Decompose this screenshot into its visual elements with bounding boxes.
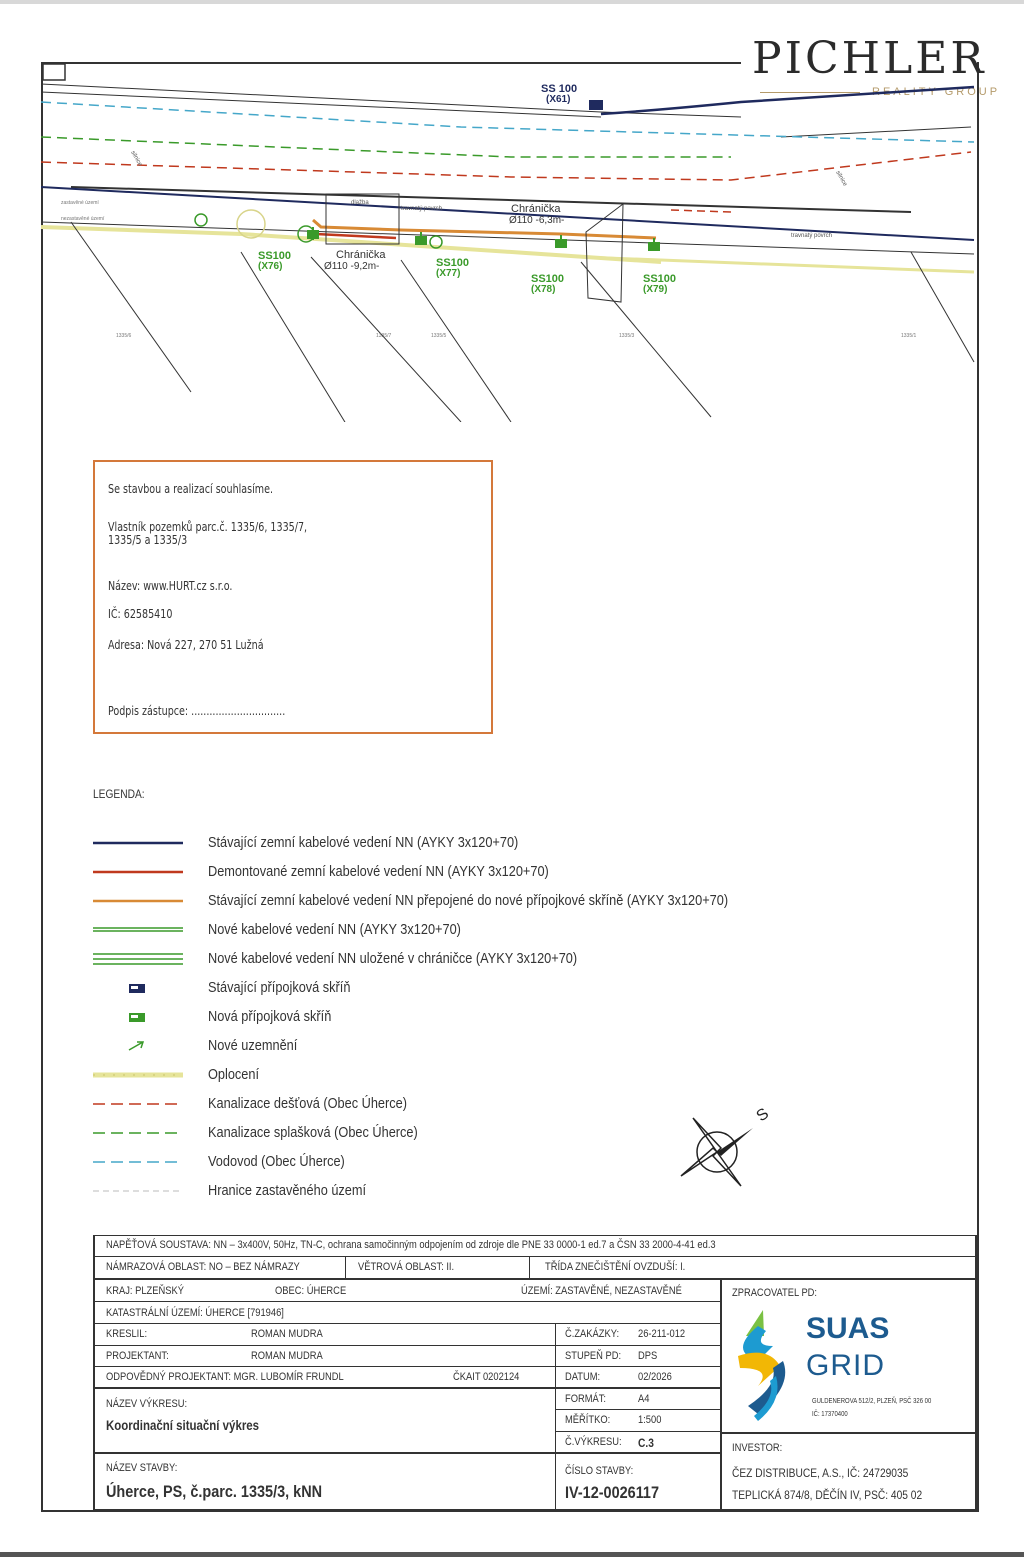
cislo-stavby-label: ČÍSLO STAVBY: [565,1465,634,1477]
travnaty-label-1: travnatý povrch [401,206,443,212]
box-x61-label-a: SS 100 [541,83,578,95]
nazev-stavby-label: NÁZEV STAVBY: [106,1462,178,1474]
trida-znecisteni: TŘÍDA ZNEČIŠTĚNÍ OVZDUŠÍ: I. [545,1261,686,1273]
legend-label: Oplocení [208,1066,260,1083]
brand-subtitle: REALITY GROUP [752,86,1002,98]
compass-label: S [753,1105,773,1126]
odpovedny-projektant: ODPOVĚDNÝ PROJEKTANT: MGR. LUBOMÍR FRUNDL [106,1371,344,1383]
zastavene-label-1: zastavěné území [61,200,99,206]
legend-label: Stávající zemní kabelové vedení NN přepojené do nové přípojkové skříně (AYKY 3x120+70) [208,892,729,909]
box-x61-label-b: (X61) [546,94,571,105]
legend-item-existing-box [93,978,853,998]
ss79-a: SS100 [643,273,677,285]
dlazba-label: dlažba [351,200,369,206]
compass-icon [675,1100,785,1195]
kraj: KRAJ: PLZEŇSKÝ [106,1285,184,1297]
legend-symbol [93,1094,185,1114]
obec: OBEC: ÚHERCE [275,1285,347,1297]
stupen: DPS [638,1350,658,1362]
legend-symbol [93,833,185,853]
ss78-b: (X78) [531,284,556,295]
meritko-label: MĚŘÍTKO: [565,1414,611,1426]
stupen-label: STUPEŇ PD: [565,1350,622,1362]
legend-item-grounding [93,1036,853,1056]
legend-symbol [93,1181,185,1201]
legend-item-reconnected-cable [93,891,853,911]
grid-text: GRID [806,1349,885,1382]
chranicka1-b: Ø110 -6,3m- [509,215,565,226]
format-label: FORMÁT: [565,1393,607,1405]
legend-label: Nové kabelové vedení NN uložené v chráničce (AYKY 3x120+70) [208,950,578,967]
legend-symbol [93,891,185,911]
kreslil: ROMAN MUDRA [251,1328,323,1340]
meritko: 1:500 [638,1414,662,1426]
cvykresu: C.3 [638,1436,654,1450]
consent-signature: Podpis zástupce: ............................... [108,703,286,718]
zpracovatel-label: ZPRACOVATEL PD: [732,1287,818,1299]
legend-label: Stávající zemní kabelové vedení NN (AYKY 3x120+70) [208,834,519,851]
legend-label: Kanalizace dešťová (Obec Úherce) [208,1095,407,1112]
investor-label: INVESTOR: [732,1442,783,1454]
legend-label: Demontované zemní kabelové vedení NN (AYKY 3x120+70) [208,863,549,880]
legend-symbol [93,949,185,969]
consent-name: Název: www.HURT.cz s.r.o. [108,578,233,593]
bottom-edge [0,1552,1024,1557]
namrazova-oblast: NÁMRAZOVÁ OBLAST: NO – BEZ NÁMRAZY [106,1261,300,1273]
legend-item-existing-cable [93,833,853,853]
suas-grid-logo-icon [728,1306,798,1426]
legend-symbol [93,1065,185,1085]
legend-title: LEGENDA: [93,787,145,801]
katastralni-uzemi: KATASTRÁLNÍ ÚZEMÍ: ÚHERCE [791946] [106,1307,284,1319]
cislo-stavby: IV-12-0026117 [565,1483,660,1502]
legend-label: Stávající přípojková skříň [208,979,351,996]
parcel-label-3: 1335/5 [431,333,447,339]
ckait: ČKAIT 0202124 [453,1371,520,1383]
investor-line-2: TEPLICKÁ 874/8, DĚČÍN IV, PSČ: 405 02 [732,1488,923,1502]
suas-address: GULDENEROVA 512/2, PLZEŇ, PSČ 326 00 [812,1398,932,1405]
legend-label: Vodovod (Obec Úherce) [208,1153,345,1170]
consent-ic: IČ: 62585410 [108,606,173,621]
datum: 02/2026 [638,1371,672,1383]
chranicka2-a: Chránička [336,249,386,261]
format: A4 [638,1393,650,1405]
travnaty-label-2: travnatý povrch [791,233,833,239]
nazev-stavby: Úherce, PS, č.parc. 1335/3, kNN [106,1482,323,1501]
silnice-label-2: silnice [834,170,848,188]
legend-item-fence [93,1065,853,1085]
owner-consent-box [93,460,493,734]
zastavene-label-2: nezastavěné území [61,216,105,222]
legend-label: Nová přípojková skříň [208,1008,332,1025]
consent-address: Adresa: Nová 227, 270 51 Lužná [108,637,264,652]
ss76-a: SS100 [258,250,292,262]
ss77-a: SS100 [436,257,470,269]
legend-label: Nové uzemnění [208,1037,298,1054]
datum-label: DATUM: [565,1371,601,1383]
napetova-soustava: NAPĚŤOVÁ SOUSTAVA: NN – 3x400V, 50Hz, TN-C, ochrana samočinným odpojením od zdroje dle PNE 33 0000-1 ed.7 a ČSN 33 2000-4-41 ed.3 [106,1239,716,1251]
parcel-label-5: 1335/1 [901,333,917,339]
legend-symbol [93,862,185,882]
consent-line-2a: Vlastník pozemků parc.č. 1335/6, 1335/7, [108,519,308,534]
zakazky: 26-211-012 [638,1328,686,1340]
parcel-label-2: 1335/7 [376,333,392,339]
uzemi: ÚZEMÍ: ZASTAVĚNÉ, NEZASTAVĚNÉ [521,1285,682,1297]
ss76-b: (X76) [258,261,283,272]
legend-symbol [93,978,185,998]
consent-line-2b: 1335/5 a 1335/3 [108,532,188,547]
chranicka1-a: Chránička [511,203,561,215]
zakazky-label: Č.ZAKÁZKY: [565,1328,620,1340]
ss78-a: SS100 [531,273,565,285]
legend-label: Hranice zastavěného území [208,1182,367,1199]
legend-item-demolished-cable [93,862,853,882]
legend-symbol [93,1123,185,1143]
parcel-label-4: 1335/3 [619,333,635,339]
legend-symbol [93,1152,185,1172]
site-map [41,62,975,422]
top-edge [0,0,1024,4]
brand-name: PICHLER [752,33,987,84]
legend-item-new-box [93,1007,853,1027]
silnice-label-1: silnice [129,150,143,168]
ss79-b: (X79) [643,284,668,295]
consent-line-1: Se stavbou a realizací souhlasíme. [108,481,274,496]
parcel-label-1: 1335/6 [116,333,132,339]
kreslil-label: KRESLIL: [106,1328,148,1340]
nazev-vykresu: Koordinační situační výkres [106,1418,260,1433]
chranicka2-b: Ø110 -9,2m- [324,261,380,272]
grounding-arrow-icon [93,1036,185,1056]
legend-label: Nové kabelové vedení NN (AYKY 3x120+70) [208,921,461,938]
projektant: ROMAN MUDRA [251,1350,323,1362]
legend-symbol [93,920,185,940]
suas-text: SUAS [806,1312,890,1345]
legend-item-new-cable-conduit [93,949,853,969]
projektant-label: PROJEKTANT: [106,1350,169,1362]
legend-symbol [93,1007,185,1027]
legend-label: Kanalizace splašková (Obec Úherce) [208,1124,418,1141]
suas-ic: IČ: 17370400 [812,1411,848,1418]
vetrova-oblast: VĚTROVÁ OBLAST: II. [358,1261,455,1273]
legend-item-new-cable [93,920,853,940]
investor-line-1: ČEZ DISTRIBUCE, A.S., IČ: 24729035 [732,1466,909,1480]
ss77-b: (X77) [436,268,461,279]
cvykresu-label: Č.VÝKRESU: [565,1436,622,1448]
nazev-vykresu-label: NÁZEV VÝKRESU: [106,1398,188,1410]
